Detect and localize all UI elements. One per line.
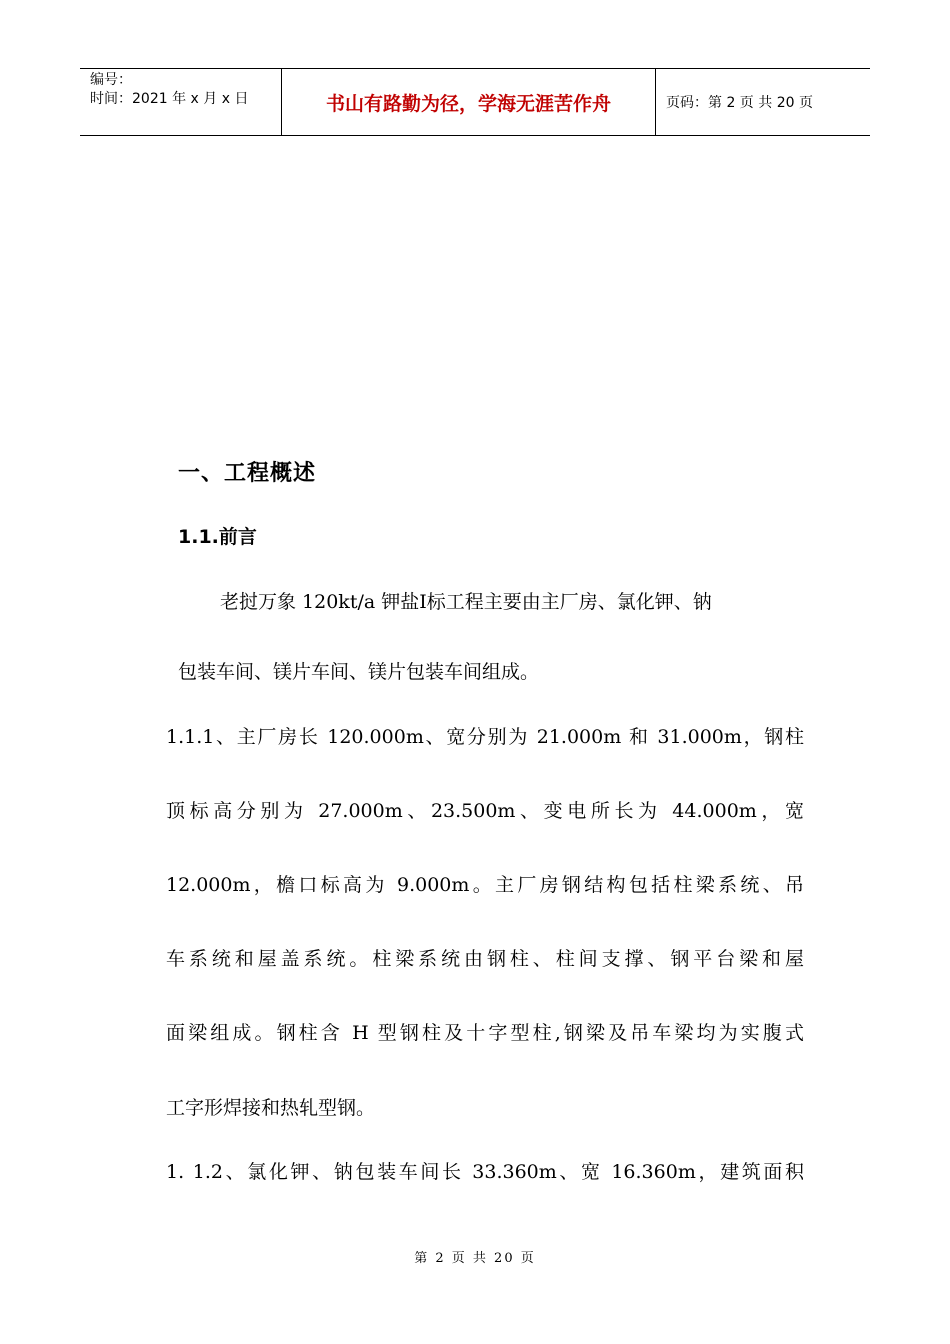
- header-table: [80, 68, 870, 136]
- page-footer: 第 2 页 共 20 页: [414, 1251, 536, 1266]
- section-heading: 一、工程概述: [178, 461, 317, 486]
- subsection-heading: 1.1.前言: [178, 526, 257, 548]
- paragraph-line: 老挝万象 120kt/a 钾盐Ⅰ标工程主要由主厂房、氯化钾、钠: [220, 591, 712, 613]
- paragraph-line: 顶标高分别为 27.000m、23.500m、变电所长为 44.000m，宽: [166, 800, 804, 822]
- paragraph-line: 1. 1.2、氯化钾、钠包装车间长 33.360m、宽 16.360m，建筑面积: [166, 1161, 804, 1183]
- number-label: 编号：: [90, 72, 132, 88]
- header-page-cell: [656, 69, 870, 135]
- header-motto-cell: [282, 69, 656, 135]
- paragraph-line: 1.1.1、主厂房长 120.000m、宽分别为 21.000m 和 31.000m，钢柱: [166, 726, 804, 748]
- header-meta-cell: [80, 69, 282, 135]
- paragraph-line: 12.000m，檐口标高为 9.000m。主厂房钢结构包括柱梁系统、吊: [166, 874, 804, 896]
- paragraph-line: 包装车间、镁片车间、镁片包装车间组成。: [178, 661, 540, 683]
- paragraph-line: 工字形焊接和热轧型钢。: [166, 1097, 376, 1119]
- paragraph-line: 车系统和屋盖系统。柱梁系统由钢柱、柱间支撑、钢平台梁和屋: [166, 948, 804, 970]
- page-info: 页码：第 2 页 共 20 页: [666, 95, 813, 111]
- paragraph-line: 面梁组成。钢柱含 H 型钢柱及十字型柱,钢梁及吊车梁均为实腹式: [166, 1022, 804, 1044]
- motto-text: 书山有路勤为径，学海无涯苦作舟: [325, 92, 611, 115]
- time-label: 时间：2021 年 x 月 x 日: [90, 91, 249, 107]
